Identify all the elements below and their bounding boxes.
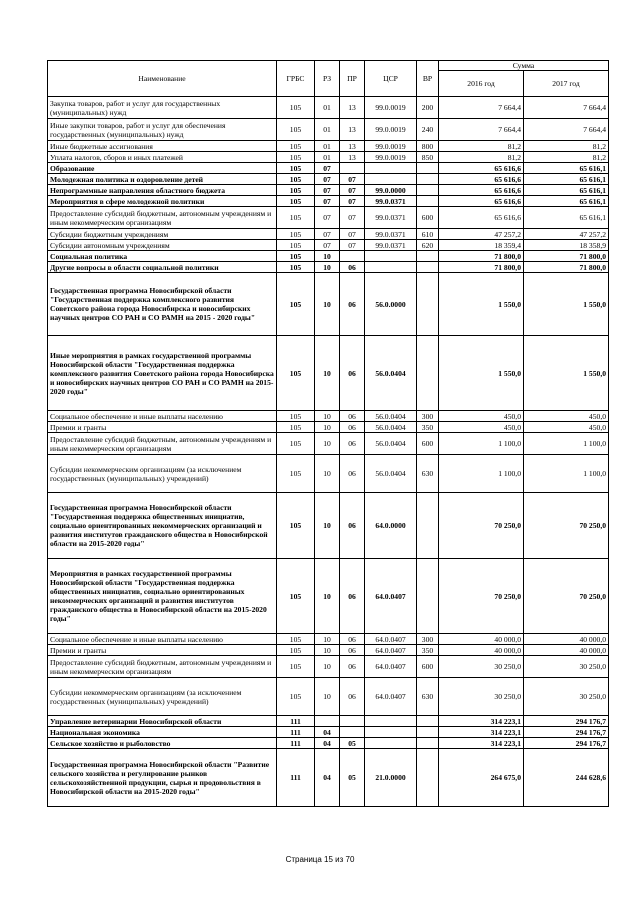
row-sum-2016-cell: 65 616,6 [439, 196, 524, 207]
row-pr-cell: 07 [340, 196, 365, 207]
table-row [48, 749, 609, 807]
row-sum-2017-cell: 1 550,0 [524, 273, 609, 336]
row-rz-cell: 07 [315, 229, 340, 240]
row-name-cell: Непрограммные направления областного бюджета [48, 185, 277, 196]
table-row [48, 97, 609, 119]
row-csr-cell: 64.0.0407 [365, 645, 417, 656]
row-name-cell: Управление ветеринарии Новосибирской области [48, 716, 277, 727]
row-csr-cell [365, 163, 417, 174]
row-grbs-cell: 105 [277, 433, 315, 455]
row-rz-cell: 10 [315, 559, 340, 634]
table-row [48, 273, 609, 336]
row-name-cell: Предоставление субсидий бюджетным, автономным учреждениям и иным некоммерческим организациям [48, 433, 277, 455]
row-name-cell: Иные закупки товаров, работ и услуг для обеспечения государственных (муниципальных) нужд [48, 119, 277, 141]
header-pr: ПР [340, 61, 365, 97]
table-row [48, 229, 609, 240]
table-row [48, 559, 609, 634]
row-sum-2016-cell: 65 616,6 [439, 174, 524, 185]
header-sum: Сумма [439, 61, 609, 71]
row-grbs-cell: 105 [277, 634, 315, 645]
header-rz: РЗ [315, 61, 340, 97]
row-csr-cell: 99.0.0371 [365, 229, 417, 240]
row-csr-cell: 21.0.0000 [365, 749, 417, 807]
row-vr-cell [417, 163, 439, 174]
row-sum-2016-cell: 71 800,0 [439, 262, 524, 273]
row-sum-2017-cell: 70 250,0 [524, 493, 609, 559]
row-sum-2017-cell: 244 628,6 [524, 749, 609, 807]
row-sum-2016-cell: 71 800,0 [439, 251, 524, 262]
row-sum-2016-cell: 314 223,1 [439, 716, 524, 727]
row-sum-2017-cell: 7 664,4 [524, 119, 609, 141]
row-sum-2016-cell: 1 550,0 [439, 336, 524, 411]
row-grbs-cell: 111 [277, 716, 315, 727]
row-pr-cell: 13 [340, 119, 365, 141]
row-sum-2016-cell: 70 250,0 [439, 493, 524, 559]
row-vr-cell: 300 [417, 634, 439, 645]
row-name-cell: Другие вопросы в области социальной политики [48, 262, 277, 273]
row-sum-2017-cell: 294 176,7 [524, 716, 609, 727]
row-rz-cell: 10 [315, 262, 340, 273]
row-vr-cell [417, 738, 439, 749]
row-pr-cell: 06 [340, 634, 365, 645]
table-row [48, 119, 609, 141]
row-vr-cell: 610 [417, 229, 439, 240]
row-grbs-cell: 105 [277, 559, 315, 634]
row-name-cell: Закупка товаров, работ и услуг для государственных (муниципальных) нужд [48, 97, 277, 119]
row-name-cell: Государственная программа Новосибирской области "Государственная поддержка комплексного развития Советского района города Новосибирска и новосибирских научных центров СО РАН и СО РАМН на 2015 - 2020 годы" [48, 273, 277, 336]
row-csr-cell: 64.0.0407 [365, 559, 417, 634]
table-row [48, 207, 609, 229]
row-pr-cell: 06 [340, 336, 365, 411]
row-sum-2016-cell: 65 616,6 [439, 207, 524, 229]
row-sum-2016-cell: 18 359,4 [439, 240, 524, 251]
row-csr-cell: 64.0.0000 [365, 493, 417, 559]
row-vr-cell: 350 [417, 422, 439, 433]
row-vr-cell [417, 727, 439, 738]
row-pr-cell: 06 [340, 656, 365, 678]
row-grbs-cell: 105 [277, 196, 315, 207]
row-vr-cell [417, 196, 439, 207]
row-csr-cell: 99.0.0000 [365, 185, 417, 196]
row-rz-cell [315, 716, 340, 727]
row-sum-2016-cell: 314 223,1 [439, 727, 524, 738]
row-pr-cell: 06 [340, 262, 365, 273]
row-sum-2016-cell: 40 000,0 [439, 634, 524, 645]
row-grbs-cell: 105 [277, 336, 315, 411]
row-sum-2017-cell: 40 000,0 [524, 645, 609, 656]
header-grbs: ГРБС [277, 61, 315, 97]
row-pr-cell: 06 [340, 493, 365, 559]
row-rz-cell: 07 [315, 240, 340, 251]
table-row [48, 251, 609, 262]
row-rz-cell: 07 [315, 174, 340, 185]
row-name-cell: Субсидии некоммерческим организациям (за исключением государственных (муниципальных) учреждений) [48, 678, 277, 716]
row-vr-cell [417, 749, 439, 807]
row-sum-2016-cell: 81,2 [439, 141, 524, 152]
row-csr-cell [365, 716, 417, 727]
row-csr-cell: 99.0.0019 [365, 152, 417, 163]
row-csr-cell: 56.0.0404 [365, 336, 417, 411]
row-grbs-cell: 105 [277, 240, 315, 251]
row-vr-cell: 240 [417, 119, 439, 141]
row-rz-cell: 10 [315, 273, 340, 336]
table-row [48, 185, 609, 196]
row-rz-cell: 10 [315, 422, 340, 433]
row-csr-cell: 64.0.0407 [365, 656, 417, 678]
table-row [48, 656, 609, 678]
row-rz-cell: 07 [315, 207, 340, 229]
table-body [48, 97, 609, 807]
row-vr-cell [417, 273, 439, 336]
row-sum-2017-cell: 71 800,0 [524, 251, 609, 262]
row-rz-cell: 01 [315, 97, 340, 119]
row-vr-cell: 600 [417, 433, 439, 455]
row-name-cell: Социальное обеспечение и иные выплаты населению [48, 634, 277, 645]
row-vr-cell [417, 185, 439, 196]
row-pr-cell: 06 [340, 411, 365, 422]
row-grbs-cell: 105 [277, 97, 315, 119]
row-name-cell: Образование [48, 163, 277, 174]
budget-table [47, 60, 609, 807]
row-name-cell: Молодежная политика и оздоровление детей [48, 174, 277, 185]
row-csr-cell [365, 262, 417, 273]
row-grbs-cell: 111 [277, 738, 315, 749]
row-csr-cell: 56.0.0000 [365, 273, 417, 336]
row-sum-2016-cell: 1 550,0 [439, 273, 524, 336]
row-grbs-cell: 105 [277, 645, 315, 656]
row-pr-cell: 07 [340, 240, 365, 251]
row-sum-2017-cell: 30 250,0 [524, 656, 609, 678]
row-csr-cell: 99.0.0371 [365, 240, 417, 251]
table-row [48, 634, 609, 645]
row-sum-2016-cell: 450,0 [439, 411, 524, 422]
table-header [48, 61, 609, 97]
row-name-cell: Национальная экономика [48, 727, 277, 738]
row-sum-2017-cell: 65 616,1 [524, 185, 609, 196]
table-row [48, 152, 609, 163]
row-name-cell: Государственная программа Новосибирской области "Развитие сельского хозяйства и регулирование рынков сельскохозяйственной продукции, сырья и продовольствия в Новосибирской области на 2015-2020 годы" [48, 749, 277, 807]
row-pr-cell: 07 [340, 185, 365, 196]
table-row [48, 455, 609, 493]
row-sum-2016-cell: 65 616,6 [439, 163, 524, 174]
row-sum-2017-cell: 71 800,0 [524, 262, 609, 273]
row-csr-cell: 99.0.0371 [365, 207, 417, 229]
row-csr-cell [365, 727, 417, 738]
row-grbs-cell: 105 [277, 141, 315, 152]
row-vr-cell [417, 336, 439, 411]
table-row [48, 336, 609, 411]
row-sum-2017-cell: 65 616,1 [524, 174, 609, 185]
row-grbs-cell: 105 [277, 678, 315, 716]
row-rz-cell: 10 [315, 455, 340, 493]
table-row [48, 174, 609, 185]
table-row [48, 240, 609, 251]
row-name-cell: Субсидии некоммерческим организациям (за исключением государственных (муниципальных) учреждений) [48, 455, 277, 493]
row-grbs-cell: 105 [277, 174, 315, 185]
row-sum-2017-cell: 1 100,0 [524, 433, 609, 455]
row-name-cell: Мероприятия в рамках государственной программы Новосибирской области "Государственная поддержка общественных инициатив, социально ориентированных некоммерческих организаций и развития институтов гражданского общества в Новосибирской области на 2015-2020 годы" [48, 559, 277, 634]
row-vr-cell: 200 [417, 97, 439, 119]
row-sum-2016-cell: 450,0 [439, 422, 524, 433]
row-rz-cell: 07 [315, 163, 340, 174]
row-pr-cell: 06 [340, 422, 365, 433]
row-sum-2016-cell: 30 250,0 [439, 678, 524, 716]
row-grbs-cell: 105 [277, 455, 315, 493]
row-grbs-cell: 105 [277, 163, 315, 174]
row-vr-cell [417, 559, 439, 634]
row-vr-cell [417, 262, 439, 273]
header-name: Наименование [48, 61, 277, 97]
row-vr-cell: 600 [417, 656, 439, 678]
row-sum-2017-cell: 18 358,9 [524, 240, 609, 251]
row-csr-cell [365, 738, 417, 749]
row-csr-cell: 99.0.0371 [365, 196, 417, 207]
row-name-cell: Уплата налогов, сборов и иных платежей [48, 152, 277, 163]
row-sum-2017-cell: 47 257,2 [524, 229, 609, 240]
row-name-cell: Государственная программа Новосибирской области "Государственная поддержка общественных инициатив, социально ориентированных некоммерческих организаций и развития институтов гражданского общества в Новосибирской области на 2015-2020 годы" [48, 493, 277, 559]
row-rz-cell: 01 [315, 141, 340, 152]
table-row [48, 678, 609, 716]
table-row [48, 422, 609, 433]
row-sum-2016-cell: 1 100,0 [439, 455, 524, 493]
row-sum-2016-cell: 264 675,0 [439, 749, 524, 807]
row-rz-cell: 10 [315, 678, 340, 716]
row-rz-cell: 07 [315, 196, 340, 207]
row-sum-2017-cell: 65 616,1 [524, 207, 609, 229]
row-rz-cell: 10 [315, 411, 340, 422]
row-sum-2016-cell: 7 664,4 [439, 119, 524, 141]
row-grbs-cell: 111 [277, 727, 315, 738]
row-rz-cell: 10 [315, 645, 340, 656]
row-rz-cell: 10 [315, 656, 340, 678]
row-pr-cell: 06 [340, 273, 365, 336]
row-grbs-cell: 105 [277, 207, 315, 229]
row-csr-cell: 99.0.0019 [365, 141, 417, 152]
table-row [48, 411, 609, 422]
row-pr-cell: 13 [340, 152, 365, 163]
header-csr: ЦСР [365, 61, 417, 97]
row-pr-cell: 07 [340, 174, 365, 185]
row-csr-cell: 99.0.0019 [365, 97, 417, 119]
row-grbs-cell: 105 [277, 422, 315, 433]
row-sum-2017-cell: 1 550,0 [524, 336, 609, 411]
row-sum-2017-cell: 450,0 [524, 411, 609, 422]
row-rz-cell: 04 [315, 749, 340, 807]
row-grbs-cell: 105 [277, 185, 315, 196]
row-vr-cell: 600 [417, 207, 439, 229]
row-rz-cell: 10 [315, 493, 340, 559]
row-name-cell: Иные мероприятия в рамках государственной программы Новосибирской области "Государственная поддержка комплексного развития Советского района города Новосибирска и новосибирских научных центров СО РАН и СО РАМН на 2015- 2020 годы" [48, 336, 277, 411]
row-name-cell: Мероприятия в сфере молодежной политики [48, 196, 277, 207]
row-sum-2016-cell: 40 000,0 [439, 645, 524, 656]
row-pr-cell: 06 [340, 455, 365, 493]
row-csr-cell: 99.0.0019 [365, 119, 417, 141]
row-grbs-cell: 105 [277, 119, 315, 141]
table-row [48, 433, 609, 455]
row-sum-2017-cell: 65 616,1 [524, 196, 609, 207]
row-name-cell: Предоставление субсидий бюджетным, автономным учреждениям и иным некоммерческим организациям [48, 207, 277, 229]
row-pr-cell: 06 [340, 433, 365, 455]
row-sum-2017-cell: 70 250,0 [524, 559, 609, 634]
row-pr-cell [340, 716, 365, 727]
row-vr-cell: 350 [417, 645, 439, 656]
table-row [48, 645, 609, 656]
row-pr-cell: 06 [340, 645, 365, 656]
row-vr-cell [417, 174, 439, 185]
row-sum-2016-cell: 47 257,2 [439, 229, 524, 240]
row-pr-cell: 13 [340, 141, 365, 152]
row-vr-cell: 850 [417, 152, 439, 163]
row-grbs-cell: 105 [277, 411, 315, 422]
row-sum-2017-cell: 294 176,7 [524, 738, 609, 749]
row-name-cell: Субсидии бюджетным учреждениям [48, 229, 277, 240]
row-csr-cell: 56.0.0404 [365, 422, 417, 433]
row-csr-cell: 64.0.0407 [365, 634, 417, 645]
page-footer: Страница 15 из 70 [285, 855, 355, 864]
row-pr-cell: 07 [340, 207, 365, 229]
header-year-2016: 2016 год [439, 71, 524, 97]
row-sum-2016-cell: 70 250,0 [439, 559, 524, 634]
row-rz-cell: 07 [315, 185, 340, 196]
table-row [48, 716, 609, 727]
row-vr-cell: 800 [417, 141, 439, 152]
row-vr-cell [417, 251, 439, 262]
row-sum-2016-cell: 30 250,0 [439, 656, 524, 678]
row-pr-cell [340, 163, 365, 174]
row-rz-cell: 01 [315, 119, 340, 141]
row-grbs-cell: 111 [277, 749, 315, 807]
row-grbs-cell: 105 [277, 152, 315, 163]
row-sum-2017-cell: 7 664,4 [524, 97, 609, 119]
row-grbs-cell: 105 [277, 493, 315, 559]
table-row [48, 493, 609, 559]
row-rz-cell: 10 [315, 634, 340, 645]
table-row [48, 141, 609, 152]
row-vr-cell [417, 493, 439, 559]
row-sum-2017-cell: 294 176,7 [524, 727, 609, 738]
row-sum-2017-cell: 81,2 [524, 152, 609, 163]
table-row [48, 727, 609, 738]
header-vr: ВР [417, 61, 439, 97]
row-sum-2017-cell: 40 000,0 [524, 634, 609, 645]
row-sum-2017-cell: 65 616,1 [524, 163, 609, 174]
row-rz-cell: 10 [315, 251, 340, 262]
row-name-cell: Субсидии автономным учреждениям [48, 240, 277, 251]
row-grbs-cell: 105 [277, 262, 315, 273]
row-sum-2017-cell: 81,2 [524, 141, 609, 152]
row-csr-cell [365, 251, 417, 262]
row-name-cell: Сельское хозяйство и рыболовство [48, 738, 277, 749]
row-vr-cell: 630 [417, 455, 439, 493]
row-csr-cell: 56.0.0404 [365, 411, 417, 422]
row-name-cell: Предоставление субсидий бюджетным, автономным учреждениям и иным некоммерческим организациям [48, 656, 277, 678]
row-sum-2017-cell: 450,0 [524, 422, 609, 433]
row-sum-2017-cell: 30 250,0 [524, 678, 609, 716]
row-csr-cell: 56.0.0404 [365, 455, 417, 493]
row-pr-cell: 06 [340, 559, 365, 634]
header-year-2017: 2017 год [524, 71, 609, 97]
table-row [48, 262, 609, 273]
row-vr-cell [417, 716, 439, 727]
row-grbs-cell: 105 [277, 229, 315, 240]
row-grbs-cell: 105 [277, 273, 315, 336]
row-pr-cell: 13 [340, 97, 365, 119]
row-name-cell: Социальная политика [48, 251, 277, 262]
row-pr-cell: 06 [340, 678, 365, 716]
row-pr-cell: 05 [340, 738, 365, 749]
row-csr-cell: 56.0.0404 [365, 433, 417, 455]
row-rz-cell: 01 [315, 152, 340, 163]
row-rz-cell: 04 [315, 727, 340, 738]
row-vr-cell: 630 [417, 678, 439, 716]
row-grbs-cell: 105 [277, 251, 315, 262]
row-pr-cell: 05 [340, 749, 365, 807]
row-grbs-cell: 105 [277, 656, 315, 678]
row-vr-cell: 300 [417, 411, 439, 422]
row-vr-cell: 620 [417, 240, 439, 251]
row-sum-2016-cell: 1 100,0 [439, 433, 524, 455]
row-rz-cell: 04 [315, 738, 340, 749]
row-sum-2016-cell: 81,2 [439, 152, 524, 163]
row-sum-2016-cell: 7 664,4 [439, 97, 524, 119]
row-name-cell: Иные бюджетные ассигнования [48, 141, 277, 152]
table-row [48, 163, 609, 174]
row-rz-cell: 10 [315, 336, 340, 411]
row-sum-2016-cell: 65 616,6 [439, 185, 524, 196]
row-sum-2017-cell: 1 100,0 [524, 455, 609, 493]
row-csr-cell [365, 174, 417, 185]
row-name-cell: Премии и гранты [48, 422, 277, 433]
row-sum-2016-cell: 314 223,1 [439, 738, 524, 749]
row-name-cell: Социальное обеспечение и иные выплаты населению [48, 411, 277, 422]
row-pr-cell [340, 251, 365, 262]
table-row [48, 738, 609, 749]
row-csr-cell: 64.0.0407 [365, 678, 417, 716]
table-row [48, 196, 609, 207]
row-rz-cell: 10 [315, 433, 340, 455]
row-pr-cell [340, 727, 365, 738]
row-name-cell: Премии и гранты [48, 645, 277, 656]
row-pr-cell: 07 [340, 229, 365, 240]
